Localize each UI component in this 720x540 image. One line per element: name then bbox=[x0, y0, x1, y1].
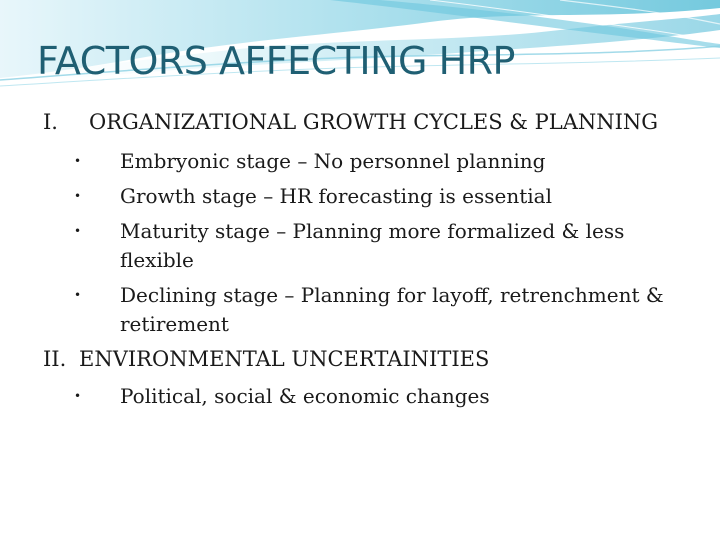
bullet-list-uncertainties bbox=[43, 382, 693, 411]
bullet-icon: • bbox=[74, 189, 82, 203]
slide-body bbox=[43, 108, 693, 417]
list-item bbox=[43, 382, 693, 411]
list-item-text: Embryonic stage – No personnel planning bbox=[120, 149, 546, 173]
section-heading-text: ORGANIZATIONAL GROWTH CYCLES & PLANNING bbox=[89, 110, 659, 134]
list-item bbox=[43, 147, 693, 176]
slide-title: FACTORS AFFECTING HRP bbox=[37, 39, 515, 83]
bullet-icon: • bbox=[74, 288, 82, 302]
bullet-list-growth-cycles bbox=[43, 147, 693, 339]
section-heading-organizational-growth bbox=[43, 108, 693, 137]
list-item bbox=[43, 281, 693, 339]
section-number: I. bbox=[43, 110, 58, 134]
bullet-icon: • bbox=[74, 224, 82, 238]
section-number: II. bbox=[43, 347, 67, 371]
list-item bbox=[43, 217, 693, 275]
bullet-icon: • bbox=[74, 389, 82, 403]
list-item bbox=[43, 182, 693, 211]
list-item-text: Political, social & economic changes bbox=[120, 384, 490, 408]
section-heading-environmental bbox=[43, 345, 693, 374]
bullet-icon: • bbox=[74, 154, 82, 168]
list-item-text: Growth stage – HR forecasting is essential bbox=[120, 184, 552, 208]
section-heading-text: ENVIRONMENTAL UNCERTAINITIES bbox=[79, 347, 490, 371]
list-item-text: Declining stage – Planning for layoff, retrenchment & retirement bbox=[120, 283, 664, 336]
list-item-text: Maturity stage – Planning more formalized & less flexible bbox=[120, 219, 625, 272]
